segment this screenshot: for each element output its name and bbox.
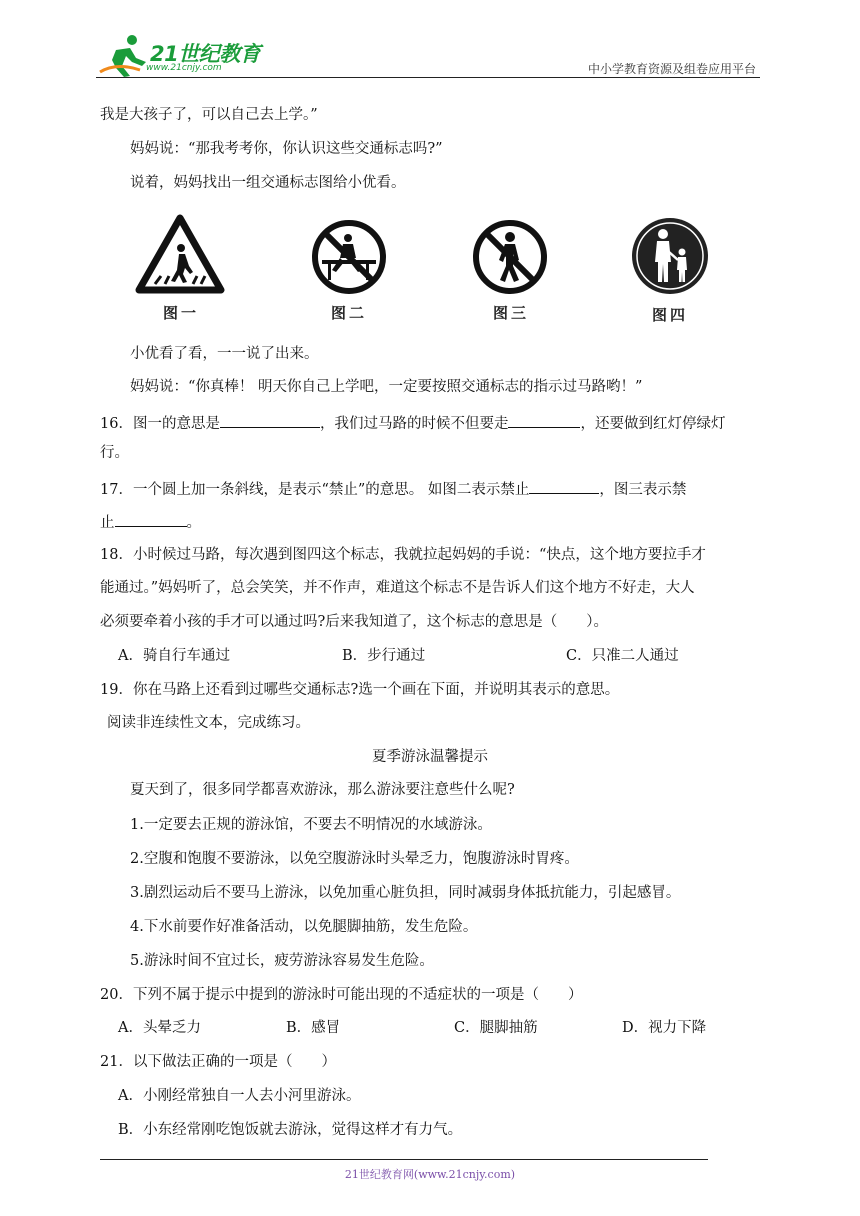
q16-blank-1[interactable] [220, 411, 320, 428]
story-line-1: 我是大孩子了，可以自己去上学。” [100, 107, 318, 123]
q18-option-c[interactable]: C．只准二人通过 [566, 648, 679, 664]
q20-option-b[interactable]: B．感冒 [286, 1020, 341, 1036]
reading-intro: 阅读非连续性文本，完成练习。 [107, 715, 310, 731]
logo-url: www.21cnjy.com [146, 63, 222, 73]
q16-text-d: 行。 [100, 445, 129, 461]
question-16 [100, 411, 725, 434]
q16-text-b: ，我们过马路的时候不但要走 [319, 416, 509, 432]
tip-5: 5.游泳时间不宜过长，疲劳游泳容易发生危险。 [130, 953, 434, 969]
no-climbing-over-railing-icon [310, 218, 388, 296]
q20-option-d[interactable]: D．视力下降 [622, 1020, 707, 1036]
tips-title: 夏季游泳温馨提示 [372, 749, 488, 765]
tips-intro: 夏天到了，很多同学都喜欢游泳，那么游泳要注意些什么呢? [130, 782, 515, 798]
question-21: 21．以下做法正确的一项是（ ） [100, 1054, 336, 1070]
platform-label: 中小学教育资源及组卷应用平台 [587, 62, 756, 76]
sign-caption-4: 图四 [652, 306, 689, 324]
q18-option-b[interactable]: B．步行通过 [342, 648, 426, 664]
q20-option-c[interactable]: C．腿脚抽筋 [454, 1020, 538, 1036]
tip-3: 3.剧烈运动后不要马上游泳，以免加重心脏负担，同时减弱身体抵抗能力，引起感冒。 [130, 885, 681, 901]
footer-divider [100, 1159, 708, 1160]
q17-text-c: 止 [100, 515, 115, 531]
story-line-4: 小优看了看，一一说了出来。 [130, 346, 319, 362]
question-17 [100, 477, 686, 500]
q17-text-d: 。 [186, 515, 201, 531]
sign-caption-2: 图二 [331, 304, 368, 322]
tip-1: 1.一定要去正规的游泳馆，不要去不明情况的水域游泳。 [130, 817, 492, 833]
story-line-5: 妈妈说：“你真棒！ 明天你自己上学吧，一定要按照交通标志的指示过马路哟！” [130, 379, 643, 395]
tip-4: 4.下水前要作好准备活动，以免腿脚抽筋，发生危险。 [130, 919, 478, 935]
story-line-2: 妈妈说：“那我考考你，你认识这些交通标志吗?” [130, 141, 443, 157]
question-20: 20．下列不属于提示中提到的游泳时可能出现的不适症状的一项是（ ） [100, 987, 583, 1003]
q17-blank-2[interactable] [115, 510, 187, 527]
header-divider [96, 77, 760, 78]
q18-line-1: 18．小时候过马路，每次遇到图四这个标志，我就拉起妈妈的手说：“快点，这个地方要拉手才 [100, 547, 706, 563]
logo-text: 21世纪教育 [150, 42, 261, 66]
pedestrian-path-icon [630, 216, 710, 296]
q18-line-2: 能通过。”妈妈听了，总会笑笑，并不作声，难道这个标志不是告诉人们这个地方不好走，大人 [100, 580, 695, 596]
question-17-cont [100, 510, 201, 533]
question-19: 19．你在马路上还看到过哪些交通标志?选一个画在下面，并说明其表示的意思。 [100, 682, 620, 698]
footer-text[interactable]: 21世纪教育网(www.21cnjy.com) [344, 1168, 516, 1181]
sign-caption-1: 图一 [163, 304, 200, 322]
q17-blank-1[interactable] [529, 477, 599, 494]
q20-option-a[interactable]: A．头晕乏力 [118, 1020, 201, 1036]
q18-option-a[interactable]: A．骑自行车通过 [118, 648, 230, 664]
q21-option-b[interactable]: B．小东经常刚吃饱饭就去游泳，觉得这样才有力气。 [118, 1122, 463, 1138]
no-pedestrians-icon [471, 218, 549, 296]
tip-2: 2.空腹和饱腹不要游泳，以免空腹游泳时头晕乏力，饱腹游泳时胃疼。 [130, 851, 579, 867]
q16-blank-2[interactable] [508, 411, 580, 428]
story-line-3: 说着，妈妈找出一组交通标志图给小优看。 [130, 175, 406, 191]
q18-line-3: 必须要牵着小孩的手才可以通过吗?后来我知道了，这个标志的意思是（ ）。 [100, 614, 609, 630]
q17-text-b: ，图三表示禁 [599, 482, 687, 498]
q16-text-a: 16．图一的意思是 [100, 416, 220, 432]
sign-caption-3: 图三 [493, 304, 530, 322]
q16-text-c: ，还要做到红灯停绿灯 [580, 416, 726, 432]
q21-option-a[interactable]: A．小刚经常独自一人去小河里游泳。 [118, 1088, 361, 1104]
q17-text-a: 17．一个圆上加一条斜线，是表示“禁止”的意思。 如图二表示禁止 [100, 482, 530, 498]
pedestrian-crossing-warning-icon [135, 214, 225, 294]
